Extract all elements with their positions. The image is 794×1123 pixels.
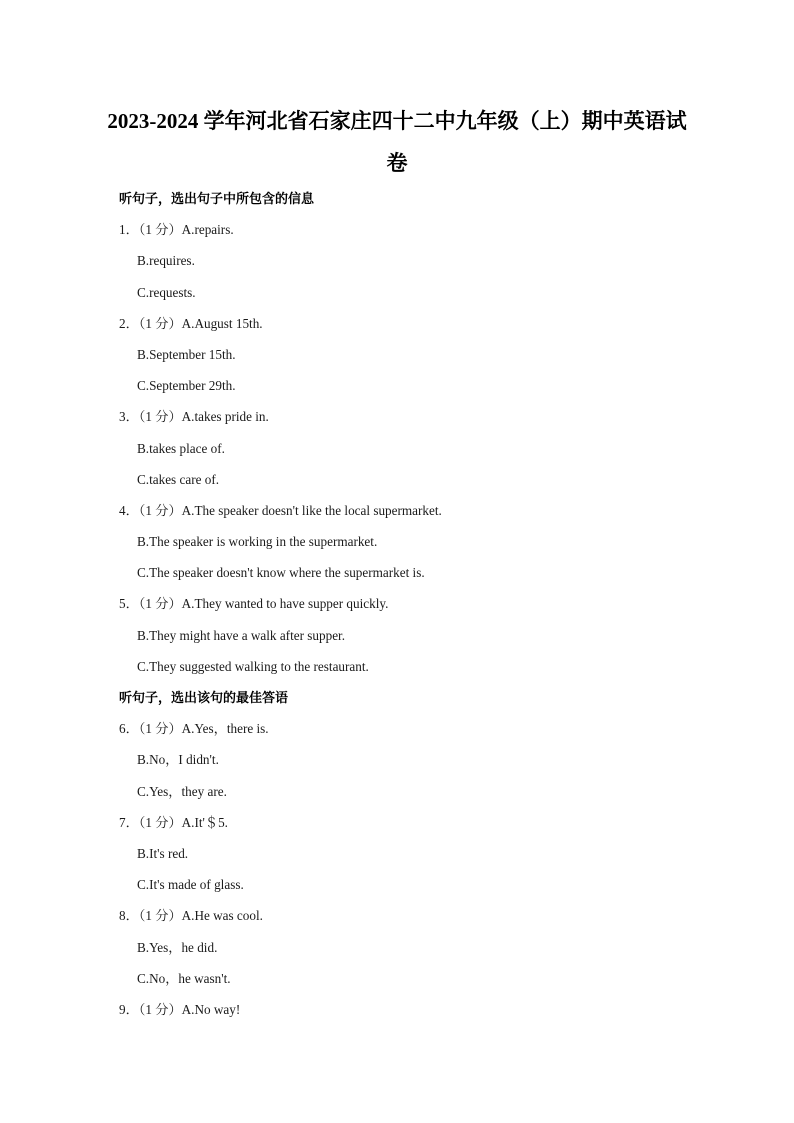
question-lead: 1．（1 分）A.repairs.: [119, 222, 234, 238]
question-option: C.September 29th.: [137, 378, 236, 394]
question-option: B.It's red.: [137, 845, 189, 861]
question-option: B.The speaker is working in the supermarket.: [137, 534, 378, 550]
question-option: C.Yes，they are.: [137, 783, 227, 799]
question-lead: 7．（1 分）A.It'＄5.: [119, 814, 228, 830]
question-option: B.No，I didn't.: [137, 752, 219, 768]
section-heading: 听句子，选出该句的最佳答语: [119, 690, 289, 705]
question-option: B.They might have a walk after supper.: [137, 627, 346, 643]
section-heading: 听句子，选出句子中所包含的信息: [119, 191, 315, 206]
question-option: C.It's made of glass.: [137, 877, 244, 893]
title-line-2: 卷: [386, 151, 408, 175]
question-lead: 8．（1 分）A.He was cool.: [119, 908, 263, 924]
question-lead: 2．（1 分）A.August 15th.: [119, 315, 263, 331]
question-lead: 6．（1 分）A.Yes，there is.: [119, 721, 269, 737]
question-option: C.They suggested walking to the restaurant.: [137, 658, 369, 674]
question-option: B.Yes，he did.: [137, 939, 218, 955]
question-lead: 5．（1 分）A.They wanted to have supper quickly.: [119, 596, 389, 612]
question-lead: 4．（1 分）A.The speaker doesn't like the local supermarket.: [119, 502, 442, 518]
question-option: C.takes care of.: [137, 471, 220, 487]
question-list: [119, 183, 719, 1025]
question-lead: 9．（1 分）A.No way!: [119, 1001, 241, 1017]
question-option: C.No，he wasn't.: [137, 970, 231, 986]
question-option: C.The speaker doesn't know where the supermarket is.: [137, 565, 425, 581]
title-line-1: 2023-2024 学年河北省石家庄四十二中九年级（上）期中英语试: [107, 109, 687, 133]
question-option: B.September 15th.: [137, 346, 236, 362]
document-title: [0, 100, 794, 184]
question-option: C.requests.: [137, 284, 196, 300]
question-option: B.requires.: [137, 253, 195, 269]
question-option: B.takes place of.: [137, 440, 225, 456]
question-lead: 3．（1 分）A.takes pride in.: [119, 409, 269, 425]
